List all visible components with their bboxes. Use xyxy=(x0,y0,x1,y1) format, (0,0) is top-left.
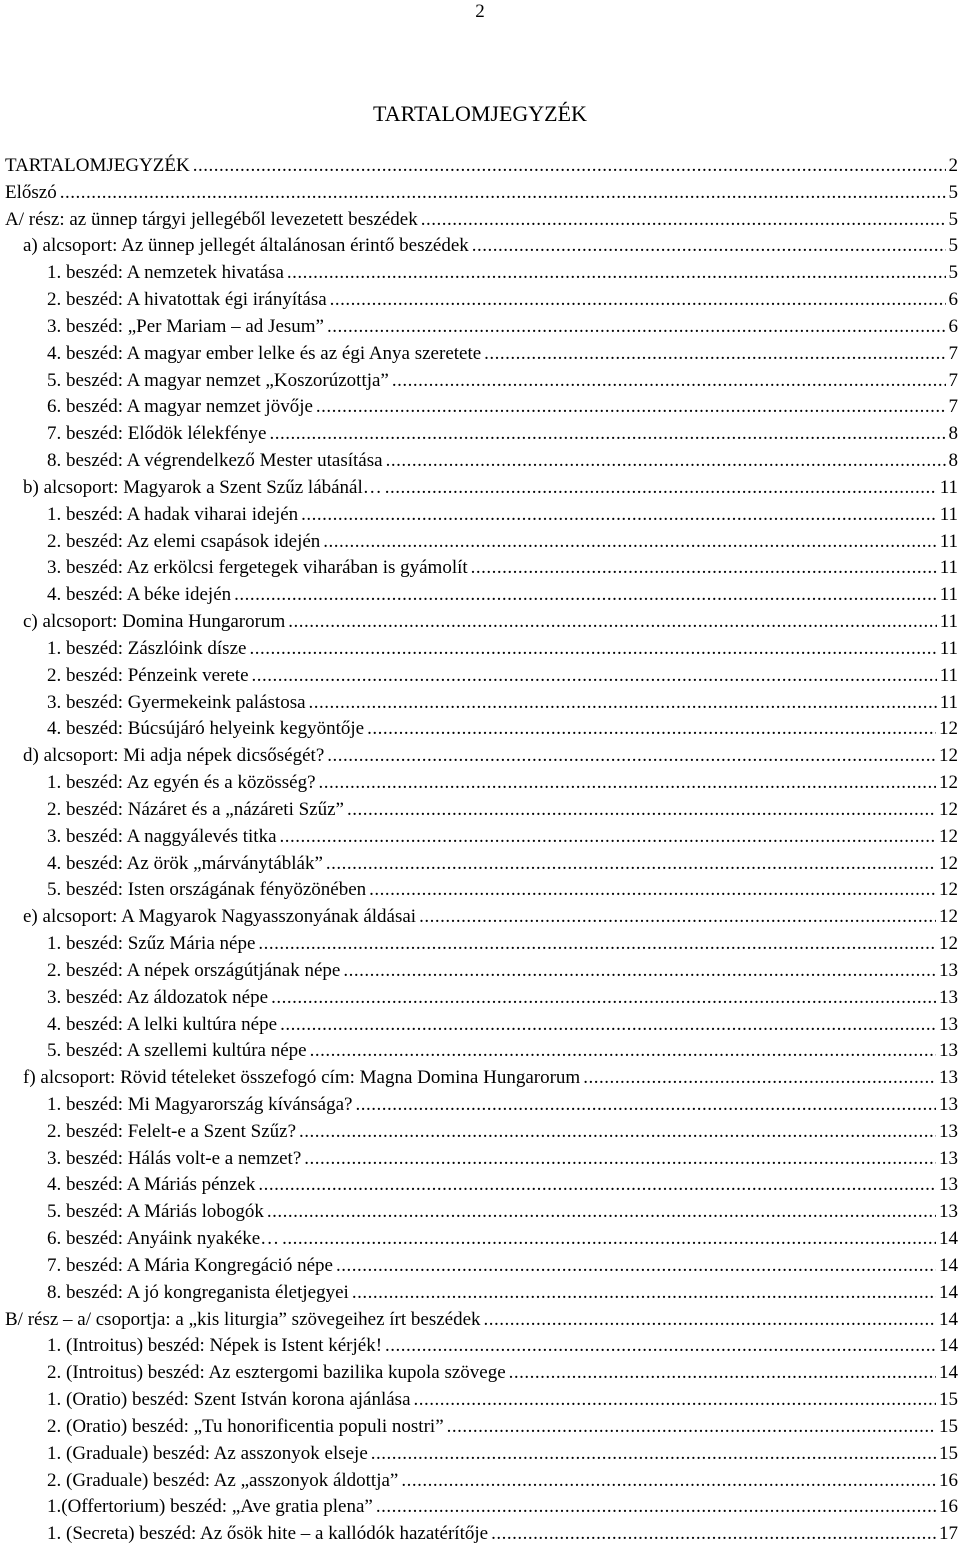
toc-entry[interactable] xyxy=(5,1119,958,1146)
toc-entry[interactable] xyxy=(5,475,958,502)
toc-entry-page: 5 xyxy=(948,235,958,257)
toc-entry-title: 2. beszéd: A népek országútjának népe xyxy=(47,959,341,981)
toc-entry-page: 12 xyxy=(939,798,958,820)
toc-entry-page: 8 xyxy=(948,450,958,472)
dot-leader xyxy=(280,1012,936,1039)
dot-leader xyxy=(369,877,936,904)
toc-entry[interactable] xyxy=(5,851,958,878)
toc-entry-page: 12 xyxy=(939,933,958,955)
toc-entry[interactable] xyxy=(5,1253,958,1280)
toc-entry-page: 6 xyxy=(948,315,958,337)
toc-entry-title: 3. beszéd: A naggyálevés titka xyxy=(47,825,277,847)
toc-entry-page: 17 xyxy=(939,1523,958,1545)
toc-entry-title: 1. (Oratio) beszéd: Szent István korona ajánlása xyxy=(47,1389,411,1411)
toc-entry[interactable] xyxy=(5,1414,958,1441)
toc-entry[interactable] xyxy=(5,770,958,797)
toc-entry-title: 2. beszéd: Az elemi csapások idején xyxy=(47,530,321,552)
toc-entry[interactable] xyxy=(5,1280,958,1307)
toc-entry[interactable] xyxy=(5,1092,958,1119)
toc-entry-title: 8. beszéd: A végrendelkező Mester utasítása xyxy=(47,450,383,472)
dot-leader xyxy=(352,1280,936,1307)
toc-entry-title: A/ rész: az ünnep tárgyi jellegéből levezetett beszédek xyxy=(5,208,418,230)
toc-entry[interactable] xyxy=(5,1333,958,1360)
dot-leader xyxy=(288,609,936,636)
toc-entry-title: 5. beszéd: A Máriás lobogók xyxy=(47,1201,264,1223)
toc-entry-page: 11 xyxy=(939,637,958,659)
toc-entry[interactable] xyxy=(5,1360,958,1387)
dot-leader xyxy=(401,1468,936,1495)
toc-entry-page: 13 xyxy=(939,1147,958,1169)
dot-leader xyxy=(343,958,936,985)
toc-entry[interactable] xyxy=(5,904,958,931)
toc-entry-title: a) alcsoport: Az ünnep jellegét általánosan érintő beszédek xyxy=(23,235,469,257)
toc-entry-page: 11 xyxy=(939,691,958,713)
toc-entry-page: 5 xyxy=(948,262,958,284)
toc-entry-title: 4. beszéd: A béke idején xyxy=(47,584,232,606)
toc-entry-title: 4. beszéd: Az örök „márványtáblák” xyxy=(47,852,323,874)
toc-entry[interactable] xyxy=(5,314,958,341)
toc-entry-page: 12 xyxy=(939,906,958,928)
toc-entry-title: Előszó xyxy=(5,181,57,203)
toc-entry-title: 2. (Oratio) beszéd: „Tu honorificentia populi nostri” xyxy=(47,1415,444,1437)
toc-entry[interactable] xyxy=(5,368,958,395)
dot-leader xyxy=(327,314,946,341)
toc-entry[interactable] xyxy=(5,153,958,180)
toc-entry[interactable] xyxy=(5,1226,958,1253)
toc-entry[interactable] xyxy=(5,958,958,985)
toc-entry-page: 7 xyxy=(948,396,958,418)
toc-entry-page: 13 xyxy=(939,1120,958,1142)
toc-entry-page: 13 xyxy=(939,1201,958,1223)
toc-entry-title: 3. beszéd: Hálás volt-e a nemzet? xyxy=(47,1147,302,1169)
toc-entry-page: 11 xyxy=(939,584,958,606)
toc-entry-title: TARTALOMJEGYZÉK xyxy=(5,155,190,176)
toc-entry-title: 6. beszéd: A magyar nemzet jövője xyxy=(47,396,313,418)
toc-entry-title: 7. beszéd: A Mária Kongregáció népe xyxy=(47,1254,333,1276)
toc-entry-page: 14 xyxy=(939,1335,958,1357)
dot-leader xyxy=(326,851,936,878)
toc-entry[interactable] xyxy=(5,582,958,609)
dot-leader xyxy=(287,260,946,287)
toc-entry[interactable] xyxy=(5,1038,958,1065)
toc-entry-page: 8 xyxy=(948,423,958,445)
dot-leader xyxy=(252,663,937,690)
toc-entry[interactable] xyxy=(5,1012,958,1039)
toc-entry-page: 2 xyxy=(948,155,958,176)
page-number: 2 xyxy=(475,1,485,22)
dot-leader xyxy=(484,341,945,368)
dot-leader xyxy=(376,1494,936,1521)
dot-leader xyxy=(301,502,937,529)
toc-entry[interactable] xyxy=(5,1065,958,1092)
dot-leader xyxy=(491,1521,936,1548)
toc-entry[interactable] xyxy=(5,394,958,421)
toc-entry-page: 15 xyxy=(939,1415,958,1437)
toc-entry[interactable] xyxy=(5,421,958,448)
dot-leader xyxy=(304,1146,936,1173)
toc-entry-page: 16 xyxy=(939,1496,958,1518)
toc-entry-title: 1. beszéd: Szűz Mária népe xyxy=(47,933,256,955)
toc-entry-page: 16 xyxy=(939,1469,958,1491)
dot-leader xyxy=(316,394,946,421)
toc-entry-title: 5. beszéd: Isten országának fényözönében xyxy=(47,879,367,901)
dot-leader xyxy=(193,153,946,180)
toc-entry[interactable] xyxy=(5,609,958,636)
toc-entry-title: 2. beszéd: Názáret és a „názáreti Szűz” xyxy=(47,798,344,820)
dot-leader xyxy=(509,1360,936,1387)
dot-leader xyxy=(367,716,936,743)
toc-entry[interactable] xyxy=(5,663,958,690)
toc-entry-page: 12 xyxy=(939,825,958,847)
toc-entry-title: 6. beszéd: Anyáink nyakéke… xyxy=(47,1228,280,1250)
toc-entry-page: 11 xyxy=(939,611,958,633)
toc-entry-title: 2. beszéd: A hivatottak égi irányítása xyxy=(47,289,327,311)
toc-entry[interactable] xyxy=(5,287,958,314)
toc-entry[interactable] xyxy=(5,1468,958,1495)
toc-entry-page: 7 xyxy=(948,342,958,364)
toc-entry[interactable] xyxy=(5,502,958,529)
dot-leader xyxy=(280,824,936,851)
dot-leader xyxy=(319,770,936,797)
toc-entry[interactable] xyxy=(5,743,958,770)
toc-entry[interactable] xyxy=(5,1521,958,1548)
toc-entry-page: 6 xyxy=(948,289,958,311)
toc-entry-title: 3. beszéd: Az erkölcsi fergetegek viharában is gyámolít xyxy=(47,557,468,579)
dot-leader xyxy=(330,287,946,314)
toc-entry-title: 3. beszéd: Gyermekeink palástosa xyxy=(47,691,306,713)
toc-entry-title: 2. (Graduale) beszéd: Az „asszonyok áldottja” xyxy=(47,1469,399,1491)
toc-entry[interactable] xyxy=(5,448,958,475)
toc-entry[interactable] xyxy=(5,1307,958,1334)
toc-entry-page: 15 xyxy=(939,1389,958,1411)
dot-leader xyxy=(327,743,936,770)
toc-entry-title: d) alcsoport: Mi adja népek dicsőségét? xyxy=(23,745,325,767)
toc-entry[interactable] xyxy=(5,1494,958,1521)
toc-entry-title: 2. (Introitus) beszéd: Az esztergomi bazilika kupola szövege xyxy=(47,1362,506,1384)
toc-entry-page: 14 xyxy=(939,1228,958,1250)
dot-leader xyxy=(309,690,937,717)
toc-entry-page: 5 xyxy=(948,181,958,203)
toc-entry-title: B/ rész – a/ csoportja: a „kis liturgia” szövegeihez írt beszédek xyxy=(5,1308,481,1330)
toc-entry-page: 12 xyxy=(939,852,958,874)
toc-entry-page: 13 xyxy=(939,1040,958,1062)
dot-leader xyxy=(267,1199,936,1226)
toc-entry[interactable] xyxy=(5,716,958,743)
dot-leader xyxy=(392,368,946,395)
toc-entry-title: 4. beszéd: A Máriás pénzek xyxy=(47,1174,256,1196)
dot-leader xyxy=(347,797,936,824)
toc-entry-page: 14 xyxy=(939,1254,958,1276)
dot-leader xyxy=(258,931,936,958)
toc-entry-page: 15 xyxy=(939,1442,958,1464)
dot-leader xyxy=(471,555,937,582)
toc-entry-page: 13 xyxy=(939,1174,958,1196)
toc-entry[interactable] xyxy=(5,180,958,207)
toc-entry-page: 11 xyxy=(939,557,958,579)
toc-entry-title: 1. beszéd: A nemzetek hivatása xyxy=(47,262,284,284)
dot-leader xyxy=(385,1333,936,1360)
toc-entry[interactable] xyxy=(5,555,958,582)
toc-heading: TARTALOMJEGYZÉK xyxy=(373,101,587,126)
dot-leader xyxy=(234,582,937,609)
toc-entry-title: 5. beszéd: A magyar nemzet „Koszorúzottja” xyxy=(47,369,389,391)
toc-entry-title: 1. beszéd: Mi Magyarország kívánsága? xyxy=(47,1093,353,1115)
toc-entry-title: 1.(Offertorium) beszéd: „Ave gratia plena” xyxy=(47,1496,373,1518)
toc-entry[interactable] xyxy=(5,985,958,1012)
toc-entry-page: 12 xyxy=(939,879,958,901)
dot-leader xyxy=(386,448,946,475)
toc-entry[interactable] xyxy=(5,797,958,824)
toc-entry-page: 11 xyxy=(939,664,958,686)
toc-entry-page: 7 xyxy=(948,369,958,391)
toc-entry-page: 13 xyxy=(939,1013,958,1035)
toc-entry-title: 1. (Introitus) beszéd: Népek is Istent kérjék! xyxy=(47,1335,383,1357)
toc-entry-title: c) alcsoport: Domina Hungarorum xyxy=(23,611,286,633)
dot-leader xyxy=(484,1307,936,1334)
dot-leader xyxy=(355,1092,936,1119)
toc-entry-title: 4. beszéd: Búcsújáró helyeink kegyöntője xyxy=(47,718,365,740)
toc-entry[interactable] xyxy=(5,877,958,904)
toc-entry-page: 14 xyxy=(939,1362,958,1384)
toc-entry[interactable] xyxy=(5,931,958,958)
toc-entry-page: 11 xyxy=(939,503,958,525)
toc-entry[interactable] xyxy=(5,1441,958,1468)
toc-entry[interactable] xyxy=(5,636,958,663)
toc-entry-title: e) alcsoport: A Magyarok Nagyasszonyának áldásai xyxy=(23,906,417,928)
toc-entry-title: f) alcsoport: Rövid tételeket összefogó cím: Magna Domina Hungarorum xyxy=(23,1067,581,1089)
toc-entry-page: 13 xyxy=(939,1067,958,1089)
toc-entry-page: 11 xyxy=(939,530,958,552)
toc-entry-page: 12 xyxy=(939,772,958,794)
toc-entry-title: 1. beszéd: Zászlóink dísze xyxy=(47,637,247,659)
toc-entry-page: 12 xyxy=(939,745,958,767)
toc-entry[interactable] xyxy=(5,260,958,287)
toc-entry[interactable] xyxy=(5,207,958,234)
toc-entry-title: 4. beszéd: A magyar ember lelke és az égi Anya szeretete xyxy=(47,342,482,364)
dot-leader xyxy=(447,1414,936,1441)
toc-entry-page: 11 xyxy=(939,476,958,498)
table-of-contents xyxy=(5,153,958,1548)
toc-entry-page: 5 xyxy=(948,208,958,230)
toc-entry-title: 7. beszéd: Elődök lélekfénye xyxy=(47,423,267,445)
toc-entry[interactable] xyxy=(5,1199,958,1226)
toc-entry[interactable] xyxy=(5,1387,958,1414)
toc-entry-title: 1. beszéd: A hadak viharai idején xyxy=(47,503,299,525)
toc-entry-title: 2. beszéd: Pénzeink verete xyxy=(47,664,249,686)
dot-leader xyxy=(371,1441,936,1468)
dot-leader xyxy=(249,636,936,663)
toc-entry-title: 3. beszéd: „Per Mariam – ad Jesum” xyxy=(47,315,324,337)
dot-leader xyxy=(414,1387,936,1414)
dot-leader xyxy=(336,1253,936,1280)
dot-leader xyxy=(299,1119,936,1146)
toc-entry-title: 1. (Secreta) beszéd: Az ősök hite – a kallódók hazatérítője xyxy=(47,1523,489,1545)
toc-entry-page: 14 xyxy=(939,1281,958,1303)
toc-entry-title: 8. beszéd: A jó kongreganista életjegyei xyxy=(47,1281,349,1303)
toc-entry[interactable] xyxy=(5,824,958,851)
toc-entry[interactable] xyxy=(5,690,958,717)
toc-entry-page: 14 xyxy=(939,1308,958,1330)
dot-leader xyxy=(269,421,945,448)
toc-entry[interactable] xyxy=(5,233,958,260)
toc-entry-page: 13 xyxy=(939,959,958,981)
toc-entry[interactable] xyxy=(5,341,958,368)
dot-leader xyxy=(583,1065,936,1092)
toc-entry-title: 1. (Graduale) beszéd: Az asszonyok elseje xyxy=(47,1442,368,1464)
toc-entry-title: 4. beszéd: A lelki kultúra népe xyxy=(47,1013,278,1035)
toc-entry-page: 13 xyxy=(939,1093,958,1115)
toc-entry-page: 12 xyxy=(939,718,958,740)
dot-leader xyxy=(385,475,937,502)
toc-entry[interactable] xyxy=(5,1172,958,1199)
toc-entry[interactable] xyxy=(5,1146,958,1173)
dot-leader xyxy=(258,1172,936,1199)
dot-leader xyxy=(421,207,946,234)
toc-entry-title: 1. beszéd: Az egyén és a közösség? xyxy=(47,772,316,794)
toc-entry-title: 2. beszéd: Felelt-e a Szent Szűz? xyxy=(47,1120,297,1142)
dot-leader xyxy=(323,529,936,556)
toc-entry[interactable] xyxy=(5,529,958,556)
toc-entry-title: 5. beszéd: A szellemi kultúra népe xyxy=(47,1040,307,1062)
dot-leader xyxy=(472,233,946,260)
toc-entry-page: 13 xyxy=(939,986,958,1008)
toc-entry-title: b) alcsoport: Magyarok a Szent Szűz lábánál… xyxy=(23,476,382,498)
dot-leader xyxy=(419,904,936,931)
dot-leader xyxy=(271,985,936,1012)
dot-leader xyxy=(282,1226,936,1253)
dot-leader xyxy=(60,180,946,207)
toc-entry-title: 3. beszéd: Az áldozatok népe xyxy=(47,986,269,1008)
dot-leader xyxy=(310,1038,936,1065)
